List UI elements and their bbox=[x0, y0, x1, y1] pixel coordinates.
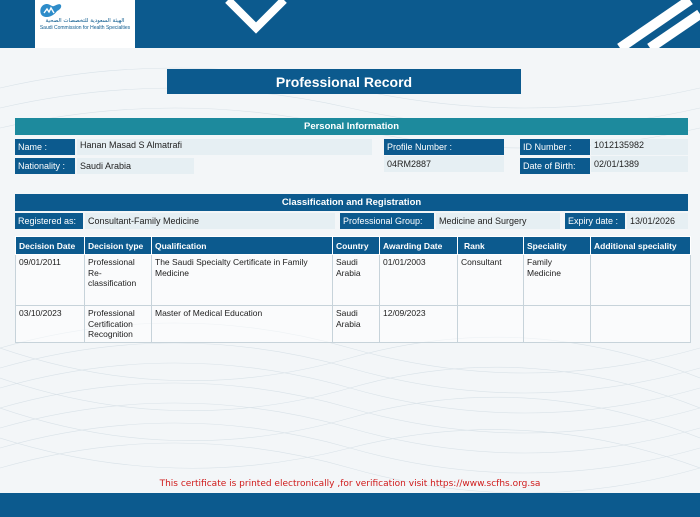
nationality-label: Nationality : bbox=[15, 158, 75, 174]
table-row bbox=[16, 255, 691, 306]
cell-speciality bbox=[524, 306, 591, 343]
col-decision-type: Decision type bbox=[85, 237, 152, 255]
footer-band bbox=[0, 493, 700, 517]
cell-rank: Consultant bbox=[458, 255, 524, 306]
registered-as-value: Consultant-Family Medicine bbox=[85, 213, 335, 229]
profile-number-value: 04RM2887 bbox=[384, 156, 504, 172]
name-value: Hanan Masad S Almatrafi bbox=[77, 139, 372, 155]
header-band bbox=[0, 0, 700, 48]
cell-country: Saudi Arabia bbox=[333, 306, 380, 343]
scfhs-logo bbox=[35, 0, 135, 48]
cell-awarding-date: 12/09/2023 bbox=[380, 306, 458, 343]
cell-additional-speciality bbox=[591, 255, 691, 306]
cell-decision-type: Professional Certification Recognition bbox=[85, 306, 152, 343]
cell-decision-date: 09/01/2011 bbox=[16, 255, 85, 306]
cell-qualification: The Saudi Specialty Certificate in Family Medicine bbox=[152, 255, 333, 306]
cell-awarding-date: 01/01/2003 bbox=[380, 255, 458, 306]
col-rank: Rank bbox=[458, 237, 524, 255]
logo-english-text: Saudi Commission for Health Specialties bbox=[39, 25, 131, 31]
col-speciality: Speciality bbox=[524, 237, 591, 255]
table-row bbox=[16, 306, 691, 343]
col-qualification: Qualification bbox=[152, 237, 333, 255]
cell-decision-date: 03/10/2023 bbox=[16, 306, 85, 343]
scfhs-logo-icon bbox=[35, 0, 65, 20]
registered-as-label: Registered as: bbox=[15, 213, 83, 229]
cell-country: Saudi Arabia bbox=[333, 255, 380, 306]
nationality-value: Saudi Arabia bbox=[77, 158, 194, 174]
professional-group-value: Medicine and Surgery bbox=[436, 213, 560, 229]
col-country: Country bbox=[333, 237, 380, 255]
cell-decision-type: Professional Re-classification bbox=[85, 255, 152, 306]
cell-additional-speciality bbox=[591, 306, 691, 343]
profile-number-label: Profile Number : bbox=[384, 139, 504, 155]
expiry-date-value: 13/01/2026 bbox=[627, 213, 688, 229]
cell-qualification: Master of Medical Education bbox=[152, 306, 333, 343]
id-number-value: 1012135982 bbox=[591, 139, 688, 155]
cell-rank bbox=[458, 306, 524, 343]
page-title: Professional Record bbox=[167, 69, 521, 94]
logo-arabic-text: الهيئة السعودية للتخصصات الصحية bbox=[45, 18, 125, 24]
cell-speciality: Family Medicine bbox=[524, 255, 591, 306]
verification-note: This certificate is printed electronically ,for verification visit https://www.scfhs.org.sa bbox=[159, 479, 541, 489]
professional-group-label: Professional Group: bbox=[340, 213, 434, 229]
col-decision-date: Decision Date bbox=[16, 237, 85, 255]
dob-value: 02/01/1389 bbox=[591, 156, 688, 172]
col-additional-speciality: Additional speciality bbox=[591, 237, 691, 255]
classification-header: Classification and Registration bbox=[15, 194, 688, 211]
expiry-date-label: Expiry date : bbox=[565, 213, 625, 229]
personal-info-header: Personal Information bbox=[15, 118, 688, 135]
name-label: Name : bbox=[15, 139, 75, 155]
records-table bbox=[15, 236, 691, 343]
id-number-label: ID Number : bbox=[520, 139, 590, 155]
table-header-row bbox=[16, 237, 691, 255]
dob-label: Date of Birth: bbox=[520, 158, 590, 174]
col-awarding-date: Awarding Date bbox=[380, 237, 458, 255]
